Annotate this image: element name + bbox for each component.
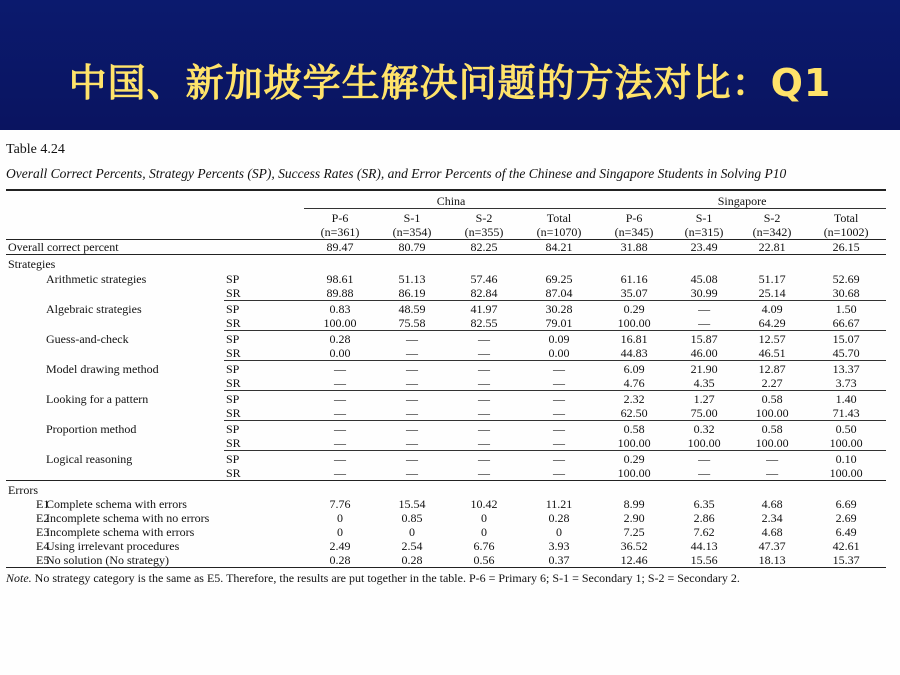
name-spacer xyxy=(44,376,224,391)
sr-value: 100.00 xyxy=(755,406,789,420)
error-row xyxy=(6,511,886,525)
column-label: Total xyxy=(520,209,598,226)
error-value: 0 xyxy=(481,525,488,539)
column-n: (n=342) xyxy=(738,225,806,240)
sr-value: 100.00 xyxy=(617,316,651,330)
sr-value: — xyxy=(406,346,419,360)
slide-header xyxy=(0,0,900,130)
sr-value: — xyxy=(553,406,566,420)
error-value: 6.35 xyxy=(693,497,715,511)
sr-value: 62.50 xyxy=(620,406,648,420)
name-spacer xyxy=(44,316,224,331)
error-value: 2.49 xyxy=(329,539,351,553)
error-value: 7.25 xyxy=(623,525,645,539)
sp-value: 0.10 xyxy=(806,451,886,467)
indent-spacer xyxy=(6,466,44,481)
sr-label: SR xyxy=(226,316,241,330)
header-spacer xyxy=(6,190,304,209)
column-label: Total xyxy=(806,209,886,226)
overall-value: 84.21 xyxy=(520,240,598,255)
sr-value: 100.00 xyxy=(323,316,357,330)
error-code: E5 xyxy=(6,553,44,568)
sr-value: 100.00 xyxy=(829,436,863,450)
sr-value: 100.00 xyxy=(806,466,886,481)
results-table xyxy=(6,189,886,568)
sp-value: 52.69 xyxy=(832,272,860,286)
scanned-table-image xyxy=(0,130,900,675)
strategy-sr-row xyxy=(6,316,886,331)
column-n: (n=1002) xyxy=(806,225,886,240)
error-row xyxy=(6,497,886,511)
sp-value: — xyxy=(448,391,520,407)
error-value: 0.28 xyxy=(304,553,376,568)
sr-value: 100.00 xyxy=(755,436,789,450)
sp-value: — xyxy=(304,361,376,377)
sp-label: SP xyxy=(224,361,304,377)
error-value: 0 xyxy=(337,525,344,539)
column-n: (n=361) xyxy=(304,225,376,240)
sr-value: 75.58 xyxy=(398,316,426,330)
column-label: P-6 xyxy=(304,209,376,226)
sp-value: — xyxy=(376,451,448,467)
sr-value: — xyxy=(478,346,491,360)
error-value: 2.34 xyxy=(761,511,783,525)
error-value: 0.56 xyxy=(448,553,520,568)
table-note xyxy=(6,571,886,586)
strategy-name: Model drawing method xyxy=(46,361,159,376)
group-label-china: China xyxy=(304,190,598,209)
sr-value: 3.73 xyxy=(835,376,857,390)
sr-value: 30.68 xyxy=(832,286,860,300)
strategy-name: Logical reasoning xyxy=(46,451,133,466)
error-value: 0 xyxy=(337,511,344,525)
error-value: 8.99 xyxy=(623,497,645,511)
sp-value: 57.46 xyxy=(470,272,498,286)
error-value: 0.85 xyxy=(401,511,423,525)
sr-value: 87.04 xyxy=(545,286,573,300)
column-label: S-2 xyxy=(448,209,520,226)
sp-value: 15.07 xyxy=(806,331,886,347)
error-value: 3.93 xyxy=(548,539,570,553)
error-value: 2.86 xyxy=(693,511,715,525)
sr-value: 82.84 xyxy=(470,286,498,300)
error-value: 10.42 xyxy=(470,497,498,511)
overall-value: 26.15 xyxy=(806,240,886,255)
sp-value: 0.58 xyxy=(738,421,806,437)
error-value: 0 xyxy=(409,525,416,539)
sr-label: SR xyxy=(224,466,304,481)
sp-value: 98.61 xyxy=(326,272,354,286)
error-row xyxy=(6,539,886,553)
sp-value: 0.29 xyxy=(598,451,670,467)
sr-value: 82.55 xyxy=(470,316,498,330)
sp-value: — xyxy=(670,451,738,467)
table-caption: Overall Correct Percents, Strategy Percents (SP), Success Rates (SR), and Error Percents of the Chinese and Singapore Students in Solving P10 xyxy=(6,166,787,181)
indent-spacer xyxy=(6,331,44,347)
sr-label: SR xyxy=(226,406,241,420)
sp-value: 0.29 xyxy=(598,301,670,317)
strategy-sp-row xyxy=(6,361,886,377)
sr-value: 4.35 xyxy=(693,376,715,390)
error-value: 0 xyxy=(556,525,563,539)
sr-value: 44.83 xyxy=(620,346,648,360)
column-n: (n=345) xyxy=(598,225,670,240)
overall-value: 23.49 xyxy=(670,240,738,255)
sp-value: 30.28 xyxy=(520,301,598,317)
error-code: E3 xyxy=(36,525,50,539)
sp-value: 12.87 xyxy=(738,361,806,377)
sp-value: — xyxy=(448,421,520,437)
indent-spacer xyxy=(6,376,44,391)
errors-section-row xyxy=(6,481,886,498)
sp-value: 0.58 xyxy=(598,421,670,437)
strategy-sp-row xyxy=(6,301,886,317)
strategy-sp-row xyxy=(6,451,886,467)
indent-spacer xyxy=(6,436,44,451)
overall-value: 89.47 xyxy=(304,240,376,255)
sp-value: 51.17 xyxy=(758,272,786,286)
sr-value: — xyxy=(478,376,491,390)
sp-value: 48.59 xyxy=(376,301,448,317)
error-value: 4.68 xyxy=(761,497,783,511)
sp-value: — xyxy=(376,361,448,377)
overall-value: 22.81 xyxy=(738,240,806,255)
note-text: No strategy category is the same as E5. Therefore, the results are put together in the table. P-6 = Primary 6; S-1 = Secondary 1; S-2 = Secondary 2. xyxy=(34,571,740,585)
sr-value: 0.00 xyxy=(329,346,351,360)
sp-value: — xyxy=(304,451,376,467)
sp-value: 45.08 xyxy=(690,272,718,286)
error-value: 7.62 xyxy=(693,525,715,539)
sp-value: 0.28 xyxy=(304,331,376,347)
error-value: 2.54 xyxy=(401,539,423,553)
sp-value: — xyxy=(520,421,598,437)
indent-spacer xyxy=(6,406,44,421)
error-value: 0.37 xyxy=(520,553,598,568)
sr-value: — xyxy=(448,466,520,481)
error-value: 6.76 xyxy=(473,539,495,553)
column-label: S-2 xyxy=(738,209,806,226)
sp-value: 1.50 xyxy=(806,301,886,317)
sr-value: 64.29 xyxy=(758,316,786,330)
sp-value: — xyxy=(304,391,376,407)
indent-spacer xyxy=(6,391,44,407)
sr-value: 71.43 xyxy=(832,406,860,420)
sr-value: 25.14 xyxy=(758,286,786,300)
sr-value: — xyxy=(406,406,419,420)
overall-value: 31.88 xyxy=(598,240,670,255)
column-n: (n=1070) xyxy=(520,225,598,240)
sp-value: 12.57 xyxy=(738,331,806,347)
sr-value: 66.67 xyxy=(832,316,860,330)
sr-value: — xyxy=(334,436,347,450)
sr-value: — xyxy=(553,436,566,450)
sr-value: 86.19 xyxy=(398,286,426,300)
header-row-n xyxy=(6,225,886,240)
strategy-sr-row xyxy=(6,346,886,361)
error-value: 0.28 xyxy=(376,553,448,568)
sr-value: — xyxy=(406,376,419,390)
sp-label: SP xyxy=(224,391,304,407)
overall-value: 82.25 xyxy=(448,240,520,255)
sp-value: — xyxy=(670,301,738,317)
error-code: E2 xyxy=(36,511,50,525)
sp-value: 1.40 xyxy=(806,391,886,407)
strategy-sr-row xyxy=(6,406,886,421)
column-n: (n=315) xyxy=(670,225,738,240)
sr-value: 75.00 xyxy=(690,406,718,420)
sr-label: SR xyxy=(226,286,241,300)
header-row-columns xyxy=(6,209,886,226)
sp-value: — xyxy=(376,391,448,407)
sr-value: 100.00 xyxy=(617,436,651,450)
sr-value: 100.00 xyxy=(598,466,670,481)
indent-spacer xyxy=(6,271,44,286)
strategy-name: Looking for a pattern xyxy=(46,391,149,406)
strategy-sp-row xyxy=(6,391,886,407)
overall-row xyxy=(6,240,886,255)
sr-label: SR xyxy=(226,346,241,360)
sr-value: — xyxy=(478,436,491,450)
header-spacer xyxy=(6,209,304,226)
sr-value: 4.76 xyxy=(623,376,645,390)
sr-value: 45.70 xyxy=(832,346,860,360)
strategy-sp-row xyxy=(6,271,886,286)
table-number: Table 4.24 xyxy=(6,142,65,157)
strategy-name: Proportion method xyxy=(46,421,137,436)
error-value: 44.13 xyxy=(690,539,718,553)
name-spacer xyxy=(44,436,224,451)
error-value: 15.54 xyxy=(398,497,426,511)
indent-spacer xyxy=(6,346,44,361)
header-row-groups xyxy=(6,190,886,209)
sp-label: SP xyxy=(226,272,240,286)
sr-value: — xyxy=(334,376,347,390)
table-document xyxy=(6,142,886,586)
indent-spacer xyxy=(6,301,44,317)
sr-label: SR xyxy=(226,436,241,450)
sp-value: 15.87 xyxy=(670,331,738,347)
sr-value: — xyxy=(553,376,566,390)
strategy-sp-row xyxy=(6,421,886,437)
sr-value: — xyxy=(478,406,491,420)
sp-value: 21.90 xyxy=(670,361,738,377)
sr-value: — xyxy=(520,466,598,481)
overall-value: 80.79 xyxy=(376,240,448,255)
sp-value: 0.58 xyxy=(738,391,806,407)
sr-value: 46.00 xyxy=(690,346,718,360)
error-name: Incomplete schema with errors xyxy=(46,525,195,539)
sp-label: SP xyxy=(224,301,304,317)
strategy-name: Arithmetic strategies xyxy=(46,272,147,286)
sr-value: 100.00 xyxy=(687,436,721,450)
indent-spacer xyxy=(6,316,44,331)
name-spacer xyxy=(44,346,224,361)
error-value: 18.13 xyxy=(738,553,806,568)
sr-value: 46.51 xyxy=(758,346,786,360)
note-label: Note. xyxy=(6,571,32,585)
sp-value: 0.83 xyxy=(304,301,376,317)
error-value: 36.52 xyxy=(620,539,648,553)
error-value: 12.46 xyxy=(598,553,670,568)
column-label: S-1 xyxy=(376,209,448,226)
sr-value: 0.00 xyxy=(548,346,570,360)
strategies-label: Strategies xyxy=(8,257,56,271)
sp-value: 61.16 xyxy=(620,272,648,286)
error-name: Incomplete schema with no errors xyxy=(46,511,210,525)
sp-label: SP xyxy=(224,421,304,437)
sp-value: 0.09 xyxy=(520,331,598,347)
indent-spacer xyxy=(6,421,44,437)
error-value: 47.37 xyxy=(758,539,786,553)
header-spacer xyxy=(6,225,304,240)
indent-spacer xyxy=(6,361,44,377)
sp-value: — xyxy=(738,451,806,467)
sp-value: — xyxy=(304,421,376,437)
error-row xyxy=(6,553,886,568)
sp-label: SP xyxy=(224,451,304,467)
error-code: E4 xyxy=(36,539,50,553)
strategy-sr-row xyxy=(6,466,886,481)
error-row xyxy=(6,525,886,539)
overall-label: Overall correct percent xyxy=(6,240,304,255)
sp-value: — xyxy=(520,391,598,407)
sp-value: — xyxy=(448,361,520,377)
error-value: 6.69 xyxy=(835,497,857,511)
error-value: 11.21 xyxy=(545,497,573,511)
error-code: E1 xyxy=(36,497,50,511)
table-body xyxy=(6,190,886,568)
sp-value: 6.09 xyxy=(598,361,670,377)
sr-value: — xyxy=(304,466,376,481)
sr-value: — xyxy=(698,316,711,330)
sr-value: — xyxy=(738,466,806,481)
error-value: 6.49 xyxy=(835,525,857,539)
sp-label: SP xyxy=(224,331,304,347)
sr-value: 79.01 xyxy=(545,316,573,330)
sp-value: — xyxy=(520,451,598,467)
sr-value: — xyxy=(334,406,347,420)
strategy-sp-row xyxy=(6,331,886,347)
error-value: 42.61 xyxy=(832,539,860,553)
error-value: 15.56 xyxy=(670,553,738,568)
sr-value: — xyxy=(406,436,419,450)
sr-value: 35.07 xyxy=(620,286,648,300)
error-value: 15.37 xyxy=(806,553,886,568)
error-value: 2.90 xyxy=(623,511,645,525)
sp-value: 0.32 xyxy=(670,421,738,437)
column-label: S-1 xyxy=(670,209,738,226)
sp-value: 0.50 xyxy=(806,421,886,437)
error-name: No solution (No strategy) xyxy=(44,553,304,568)
sp-value: 16.81 xyxy=(598,331,670,347)
name-spacer xyxy=(44,466,224,481)
group-label-singapore: Singapore xyxy=(598,190,886,209)
error-value: 4.68 xyxy=(761,525,783,539)
sr-value: 89.88 xyxy=(326,286,354,300)
sp-value: — xyxy=(448,451,520,467)
sp-value: 69.25 xyxy=(545,272,573,286)
strategy-sr-row xyxy=(6,286,886,301)
sp-value: — xyxy=(376,331,448,347)
name-spacer xyxy=(44,286,224,301)
strategies-section-row xyxy=(6,255,886,272)
sp-value: — xyxy=(520,361,598,377)
indent-spacer xyxy=(6,286,44,301)
slide-title: 中国、新加坡学生解决问题的方法对比：Q1 xyxy=(68,61,832,105)
indent-spacer xyxy=(6,451,44,467)
sp-value: — xyxy=(376,421,448,437)
sr-label: SR xyxy=(226,376,241,390)
sp-value: 13.37 xyxy=(806,361,886,377)
sp-value: — xyxy=(448,331,520,347)
error-value: 0 xyxy=(481,511,488,525)
strategy-name: Algebraic strategies xyxy=(46,301,142,316)
error-value: 0.28 xyxy=(548,511,570,525)
sp-value: 41.97 xyxy=(448,301,520,317)
sr-value: — xyxy=(376,466,448,481)
errors-label: Errors xyxy=(8,483,38,497)
sr-value: 30.99 xyxy=(690,286,718,300)
error-value: 7.76 xyxy=(329,497,351,511)
error-value: 2.69 xyxy=(835,511,857,525)
error-name: Using irrelevant procedures xyxy=(46,539,180,553)
strategy-sr-row xyxy=(6,436,886,451)
sp-value: 51.13 xyxy=(398,272,426,286)
column-label: P-6 xyxy=(598,209,670,226)
strategy-sr-row xyxy=(6,376,886,391)
sp-value: 1.27 xyxy=(670,391,738,407)
name-spacer xyxy=(44,406,224,421)
sr-value: 2.27 xyxy=(761,376,783,390)
sp-value: 4.09 xyxy=(738,301,806,317)
column-n: (n=354) xyxy=(376,225,448,240)
strategy-name: Guess-and-check xyxy=(46,331,129,346)
sp-value: 2.32 xyxy=(598,391,670,407)
sr-value: — xyxy=(670,466,738,481)
column-n: (n=355) xyxy=(448,225,520,240)
error-name: Complete schema with errors xyxy=(46,497,187,511)
